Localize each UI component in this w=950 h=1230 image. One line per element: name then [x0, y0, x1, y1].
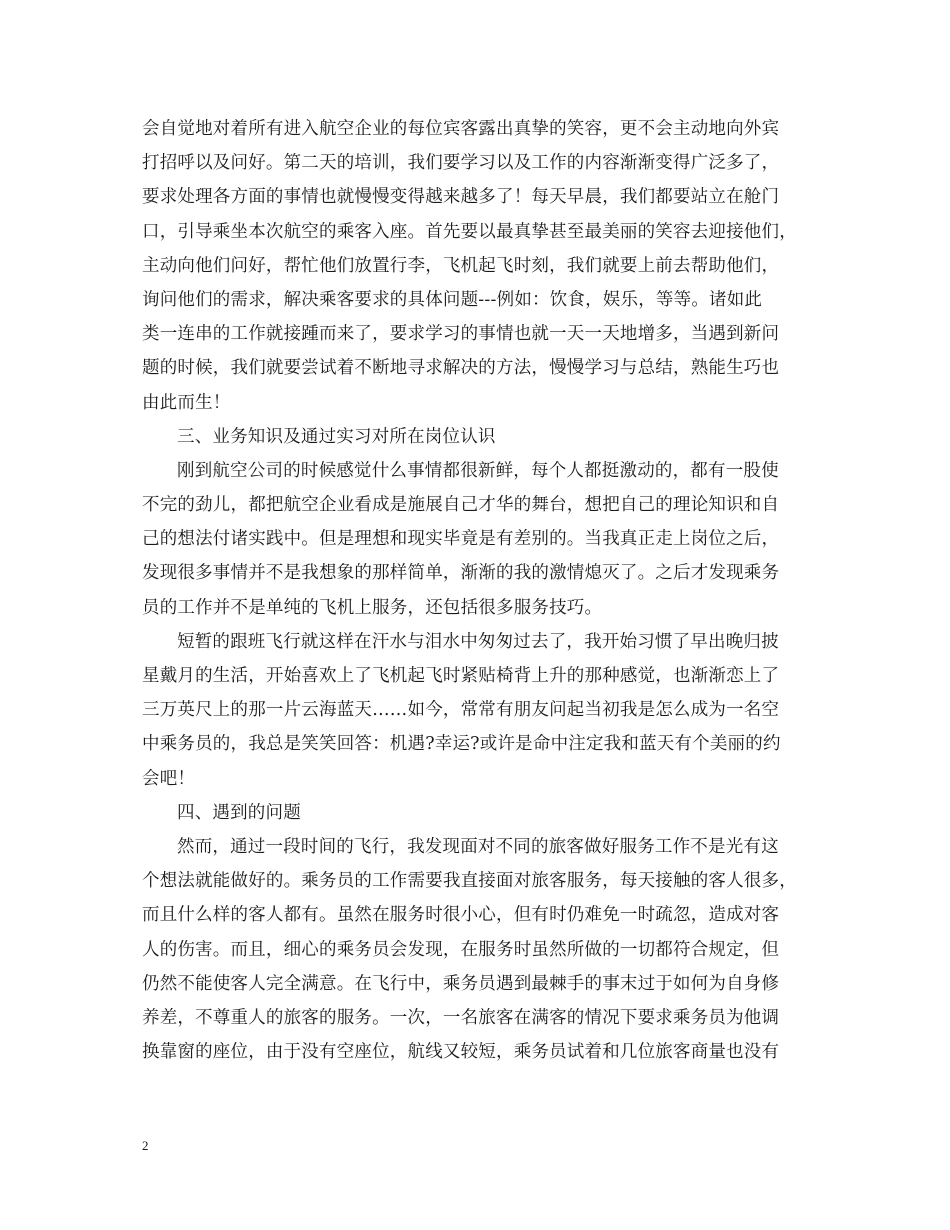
- text-line: 询问他们的需求，解决乘客要求的具体问题---例如：饮食，娱乐，等等。诸如此: [142, 289, 763, 310]
- text-line: 要求处理各方面的事情也就慢慢变得越来越多了！每天早晨，我们都要站立在舱门: [142, 187, 780, 208]
- text-line: 人的伤害。而且，细心的乘务员会发现，在服务时虽然所做的一切都符合规定，但: [142, 939, 780, 960]
- text-line: 员的工作并不是单纯的飞机上服务，还包括很多服务技巧。: [142, 597, 603, 618]
- text-line: 会吧！: [142, 768, 196, 789]
- text-line: 主动向他们问好，帮忙他们放置行李，飞机起飞时刻，我们就要上前去帮助他们，: [142, 255, 780, 276]
- text-line: 四、遇到的问题: [177, 802, 301, 823]
- text-line: 由此而生！: [142, 392, 231, 413]
- text-line: 己的想法付诸实践中。但是理想和现实毕竟是有差别的。当我真正走上岗位之后，: [142, 529, 780, 550]
- text-line: 星戴月的生活，开始喜欢上了飞机起飞时紧贴椅背上升的那种感觉，也渐渐恋上了: [142, 666, 780, 686]
- text-line: 口，引导乘坐本次航空的乘客入座。首先要以最真挚甚至最美丽的笑容去迎接他们，: [142, 221, 797, 242]
- text-line: 而且什么样的客人都有。虽然在服务时很小心，但有时仍难免一时疏忽，造成对客: [142, 905, 780, 926]
- page-number: 2: [142, 1138, 149, 1153]
- text-line: 换靠窗的座位，由于没有空座位，航线又较短，乘务员试着和几位旅客商量也没有: [142, 1042, 780, 1063]
- text-line: 三、业务知识及通过实习对所在岗位认识: [177, 426, 496, 447]
- text-line: 题的时候，我们就要尝试着不断地寻求解决的方法，慢慢学习与总结，熟能生巧也: [142, 358, 780, 379]
- text-line: 打招呼以及问好。第二天的培训，我们要学习以及工作的内容渐渐变得广泛多了，: [142, 153, 780, 174]
- text-line: 类一连串的工作就接踵而来了，要求学习的事情也就一天一天地增多，当遇到新问: [142, 324, 780, 345]
- text-line: 中乘务员的，我总是笑笑回答：机遇?幸运?或许是命中注定我和蓝天有个美丽的约: [142, 734, 781, 755]
- text-line: 仍然不能使客人完全满意。在飞行中，乘务员遇到最棘手的事末过于如何为自身修: [142, 973, 780, 994]
- text-line: 个想法就能做好的。乘务员的工作需要我直接面对旅客服务，每天接触的客人很多，: [142, 871, 797, 892]
- text-line: 短暂的跟班飞行就这样在汗水与泪水中匆匆过去了，我开始习惯了早出晚归披: [177, 631, 779, 652]
- text-line: 会自觉地对着所有进入航空企业的每位宾客露出真挚的笑容，更不会主动地向外宾: [142, 119, 780, 139]
- body-text: [142, 112, 822, 1069]
- text-line: 刚到航空公司的时候感觉什么事情都很新鲜，每个人都挺激动的，都有一股使: [177, 460, 779, 481]
- text-line: 三万英尺上的那一片云海蓝天……如今，常常有朋友问起当初我是怎么成为一名空: [142, 700, 780, 721]
- text-line: 发现很多事情并不是我想象的那样简单，渐渐的我的激情熄灭了。之后才发现乘务: [142, 563, 780, 584]
- text-line: 然而，通过一段时间的飞行，我发现面对不同的旅客做好服务工作不是光有这: [177, 836, 779, 857]
- text-line: 不完的劲儿，都把航空企业看成是施展自己才华的舞台，想把自己的理论知识和自: [142, 495, 780, 516]
- text-line: 养差，不尊重人的旅客的服务。一次，一名旅客在满客的情况下要求乘务员为他调: [142, 1007, 780, 1028]
